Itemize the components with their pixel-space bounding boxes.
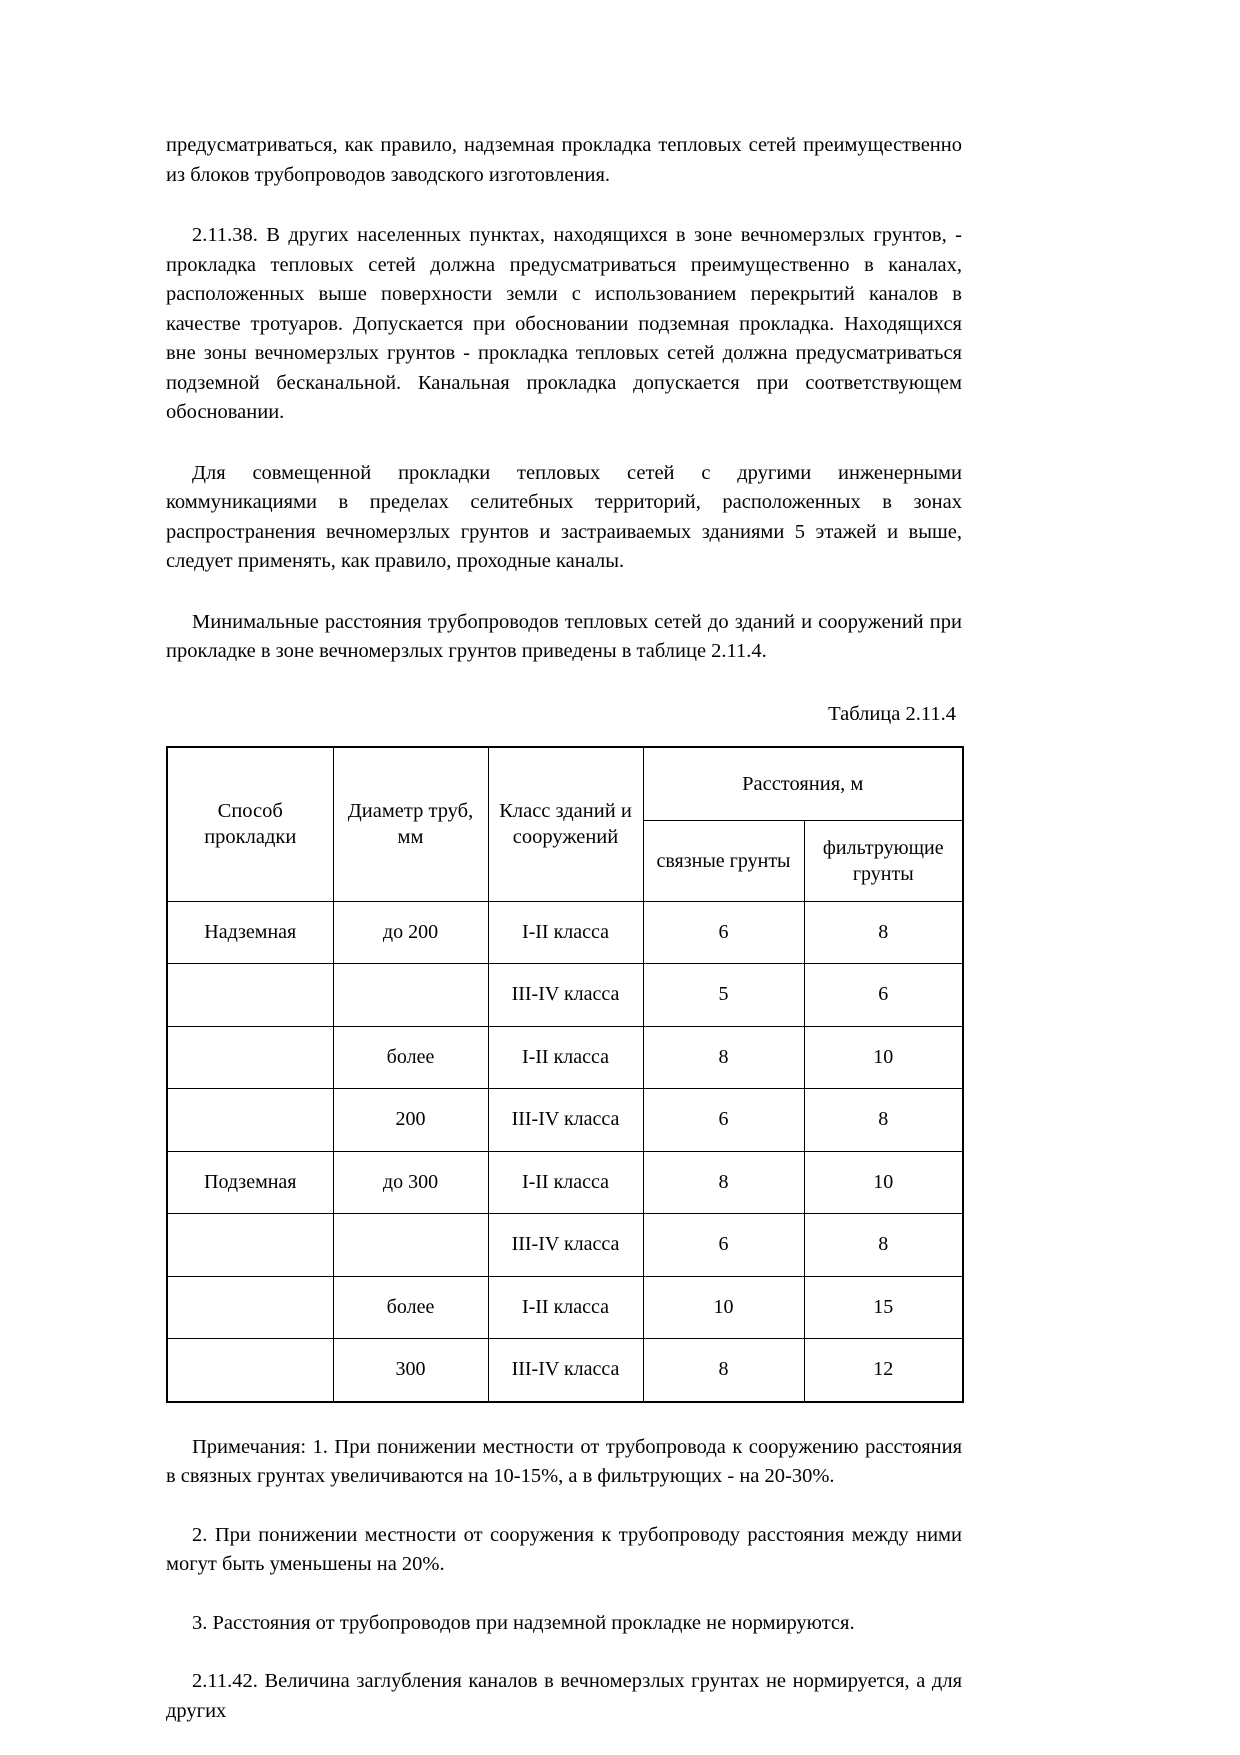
- table-row: [167, 901, 963, 964]
- note-2: 2. При понижении местности от сооружения к трубопроводу расстояния между ними могут быть уменьшены на 20%.: [166, 1523, 962, 1575]
- table-row: [167, 1089, 963, 1152]
- table-header: [167, 747, 963, 902]
- header-filtering-soils-line1: фильтрующие: [822, 836, 944, 859]
- cell-filtering: 10: [804, 1151, 963, 1214]
- paragraph-clause-2-11-38: 2.11.38. В других населенных пунктах, находящихся в зоне вечномерзлых грунтов, - прокладка тепловых сетей должна предусматриваться преимущественно в каналах, расположенных выше поверхности земли с использованием перекрытий каналов в качестве тротуаров. Допускается при обосновании подземная прокладка. Находящихся вне зоны вечномерзлых грунтов - прокладка тепловых сетей должна предусматриваться подземной бесканальной. Канальная прокладка допускается при соответствующем обосновании.: [166, 224, 962, 423]
- cell-method: [167, 1276, 333, 1339]
- cell-building-class: I-II класса: [488, 1026, 643, 1089]
- header-diameter-line2: мм: [397, 826, 424, 848]
- cell-method: [167, 964, 333, 1027]
- cell-diameter: до 200: [333, 901, 488, 964]
- header-building-class-line2: сооружений: [512, 826, 619, 848]
- cell-filtering: 10: [804, 1026, 963, 1089]
- paragraph-clause-2-11-42: 2.11.42. Величина заглубления каналов в вечномерзлых грунтах не нормируется, а для других: [166, 1670, 962, 1722]
- header-distances: Расстояния, м: [643, 747, 963, 821]
- cell-building-class: I-II класса: [488, 1151, 643, 1214]
- paragraph-intro: предусматриваться, как правило, надземная прокладка тепловых сетей преимущественно из блоков трубопроводов заводского изготовления.: [166, 134, 962, 186]
- cell-building-class: III-IV класса: [488, 1089, 643, 1152]
- cell-cohesive: 8: [643, 1339, 804, 1402]
- header-filtering-soils-line2: грунты: [852, 862, 914, 885]
- table-row: [167, 1214, 963, 1277]
- cell-cohesive: 8: [643, 1151, 804, 1214]
- header-method: [167, 747, 333, 902]
- cell-building-class: III-IV класса: [488, 1339, 643, 1402]
- cell-diameter: 200: [333, 1089, 488, 1152]
- cell-method: Надземная: [167, 901, 333, 964]
- cell-building-class: I-II класса: [488, 901, 643, 964]
- cell-diameter: более: [333, 1026, 488, 1089]
- header-building-class-line1: Класс зданий и: [499, 800, 632, 822]
- cell-method: Подземная: [167, 1151, 333, 1214]
- table-row: [167, 1339, 963, 1402]
- cell-method: [167, 1214, 333, 1277]
- table-body: [167, 901, 963, 1402]
- paragraph-combined-laying: Для совмещенной прокладки тепловых сетей с другими инженерными коммуникациями в пределах селитебных территорий, расположенных в зонах распространения вечномерзлых грунтов и застраиваемых зданиями 5 этажей и выше, следует применять, как правило, проходные каналы.: [166, 461, 962, 572]
- cell-building-class: III-IV класса: [488, 964, 643, 1027]
- cell-cohesive: 6: [643, 901, 804, 964]
- cell-filtering: 8: [804, 901, 963, 964]
- header-diameter: [333, 747, 488, 902]
- note-3: 3. Расстояния от трубопроводов при надземной прокладке не нормируются.: [192, 1611, 855, 1634]
- cell-filtering: 8: [804, 1214, 963, 1277]
- note-1: Примечания: 1. При понижении местности от трубопровода к сооружению расстояния в связных грунтах увеличиваются на 10-15%, а в фильтрующих - на 20-30%.: [166, 1435, 962, 1487]
- distances-table: [166, 746, 964, 1403]
- note-spacer: [166, 1580, 962, 1609]
- paragraph-spacer: [166, 577, 962, 608]
- table-header-row-main: [167, 747, 963, 821]
- paragraph-spacer: [166, 190, 962, 221]
- cell-method: [167, 1026, 333, 1089]
- note-spacer: [166, 1492, 962, 1521]
- cell-diameter: до 300: [333, 1151, 488, 1214]
- cell-cohesive: 8: [643, 1026, 804, 1089]
- cell-cohesive: 6: [643, 1214, 804, 1277]
- paragraph-minimum-distances: Минимальные расстояния трубопроводов тепловых сетей до зданий и сооружений при прокладке в зоне вечномерзлых грунтов приведены в таблице 2.11.4.: [166, 610, 962, 662]
- cell-diameter: [333, 964, 488, 1027]
- header-method-line2: прокладки: [204, 826, 297, 848]
- note-spacer: [166, 1638, 962, 1667]
- cell-filtering: 8: [804, 1089, 963, 1152]
- header-building-class: [488, 747, 643, 902]
- cell-cohesive: 10: [643, 1276, 804, 1339]
- cell-diameter: 300: [333, 1339, 488, 1402]
- page-content: [166, 131, 962, 1726]
- cell-filtering: 12: [804, 1339, 963, 1402]
- table-row: [167, 1026, 963, 1089]
- table-caption: Таблица 2.11.4: [828, 702, 956, 725]
- header-cohesive-soils: связные грунты: [643, 820, 804, 901]
- cell-cohesive: 6: [643, 1089, 804, 1152]
- cell-building-class: I-II класса: [488, 1276, 643, 1339]
- cell-filtering: 6: [804, 964, 963, 1027]
- header-method-line1: Способ: [217, 800, 283, 822]
- cell-diameter: более: [333, 1276, 488, 1339]
- paragraph-spacer: [166, 428, 962, 459]
- table-row: [167, 1276, 963, 1339]
- header-filtering-soils: [804, 820, 963, 901]
- cell-cohesive: 5: [643, 964, 804, 1027]
- cell-diameter: [333, 1214, 488, 1277]
- cell-filtering: 15: [804, 1276, 963, 1339]
- header-diameter-line1: Диаметр труб,: [347, 800, 474, 822]
- cell-building-class: III-IV класса: [488, 1214, 643, 1277]
- table-row: [167, 1151, 963, 1214]
- table-notes: [166, 1433, 962, 1727]
- cell-method: [167, 1089, 333, 1152]
- table-row: [167, 964, 963, 1027]
- cell-method: [167, 1339, 333, 1402]
